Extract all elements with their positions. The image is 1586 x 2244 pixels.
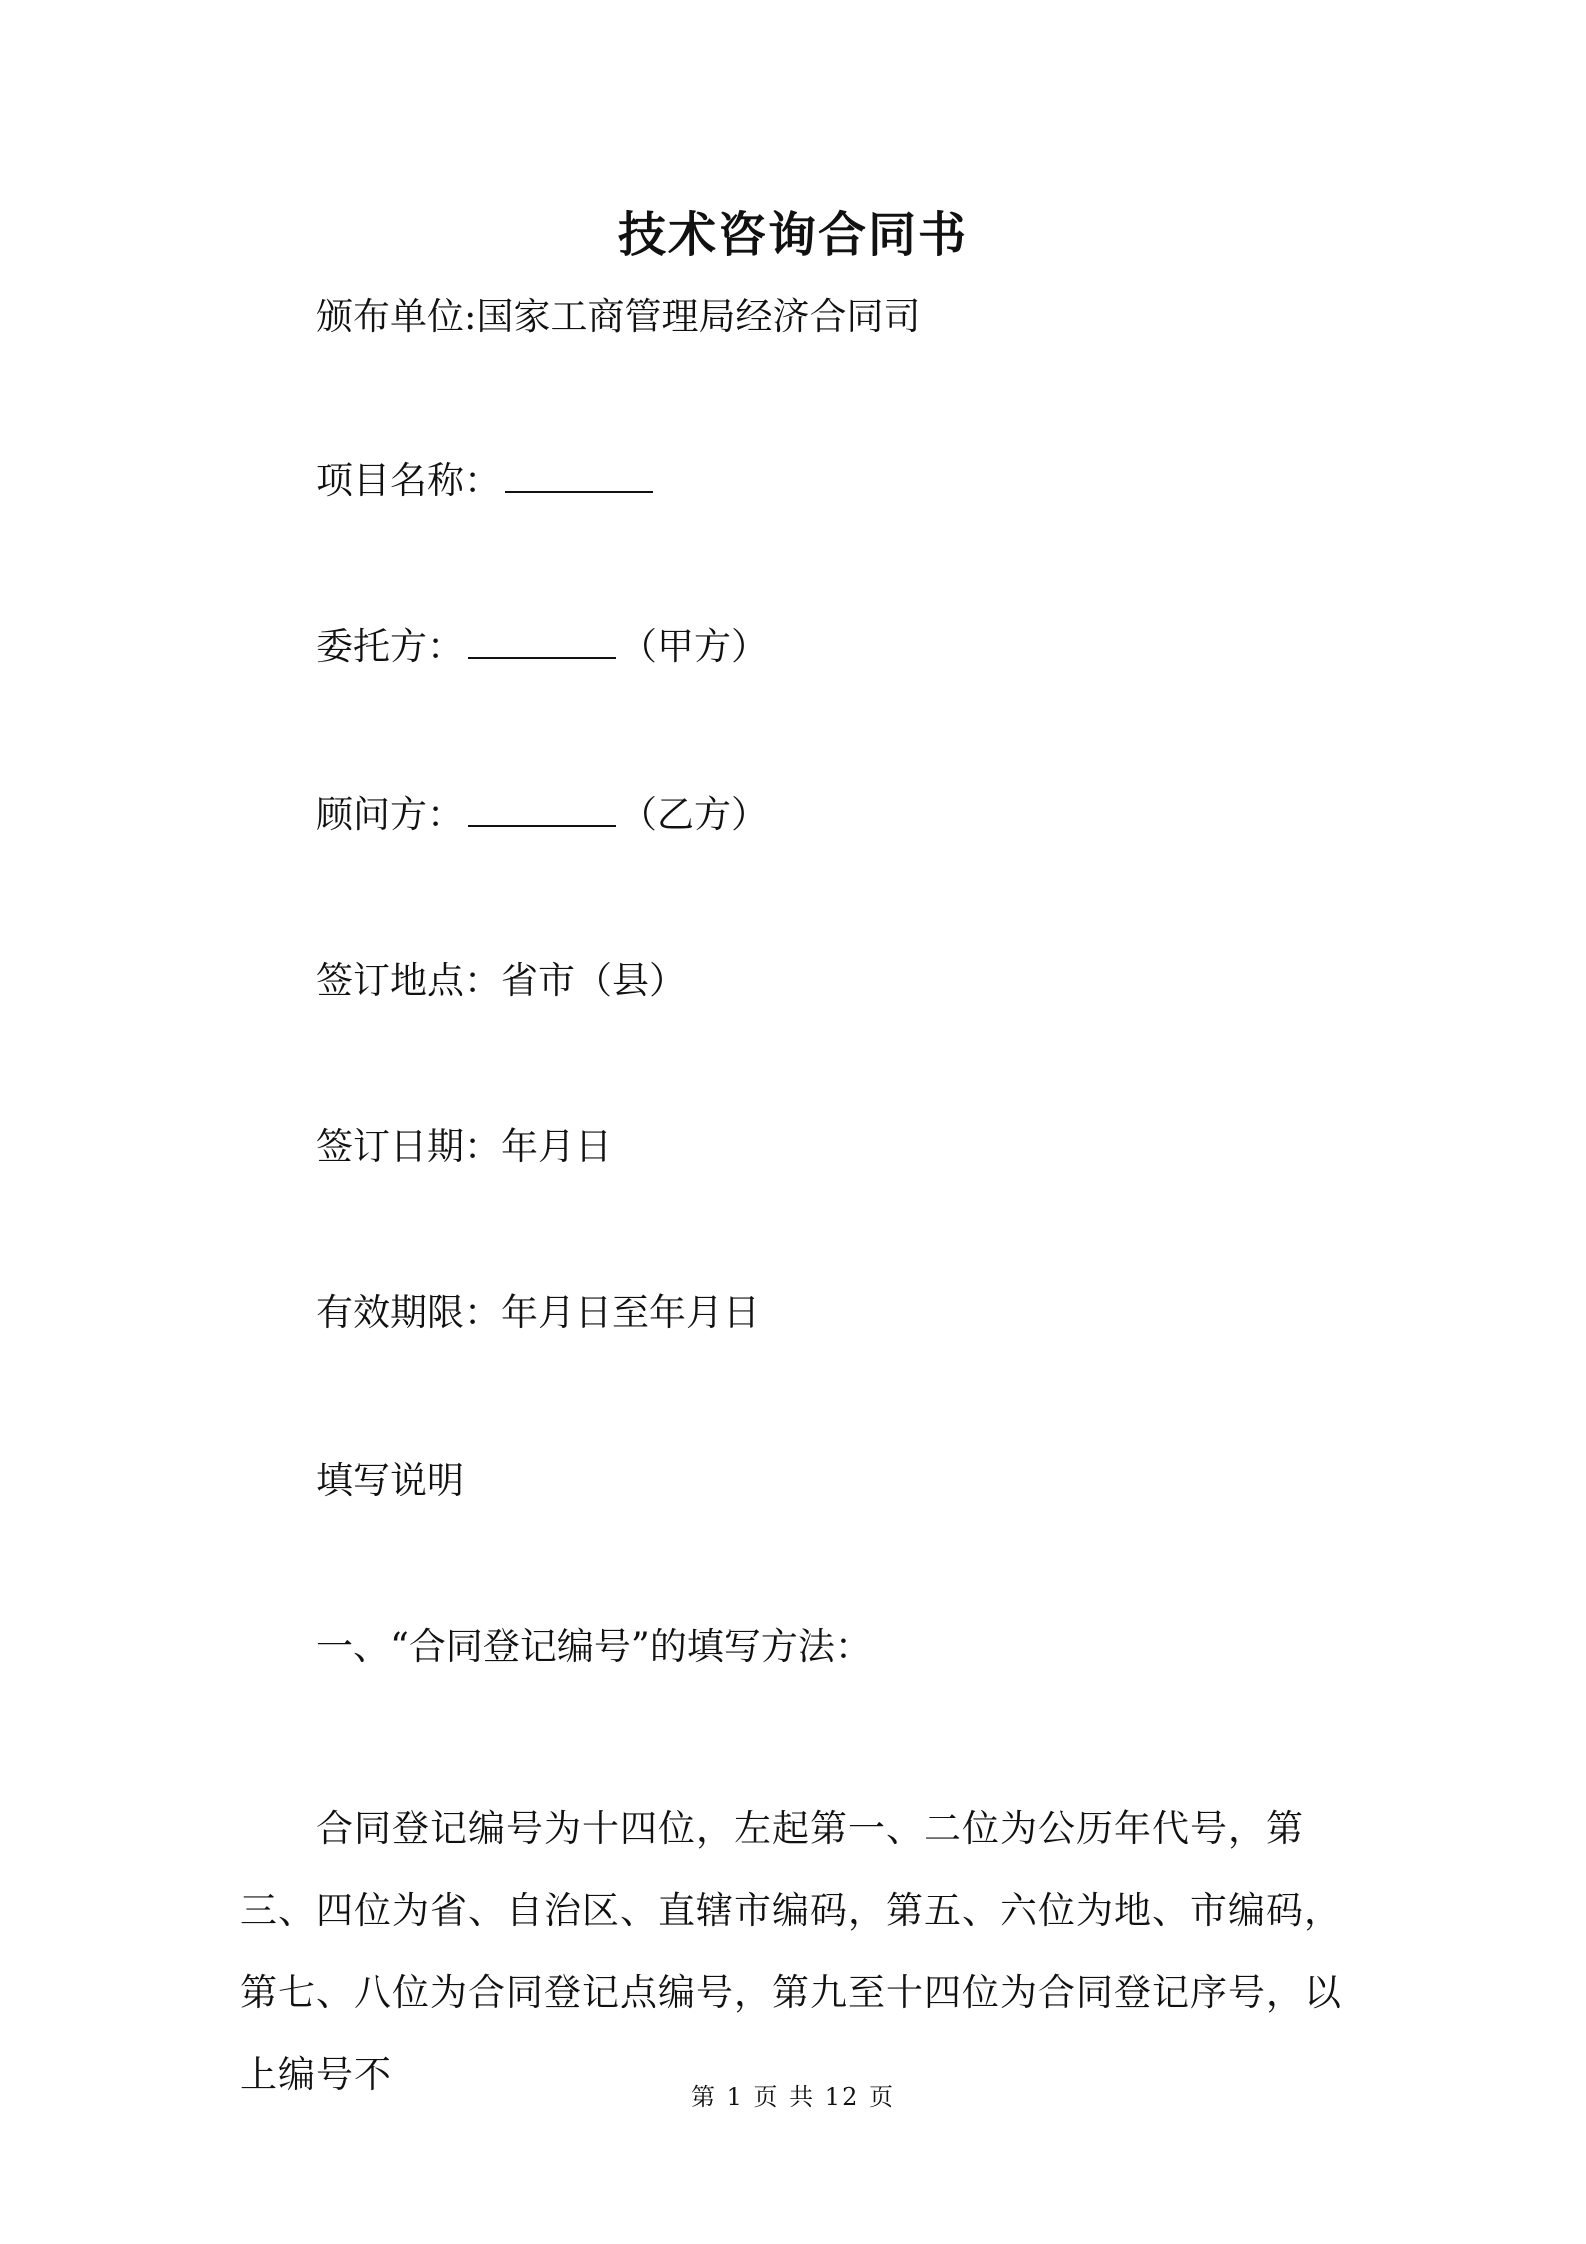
consultant-line [316,790,768,840]
document-title: 技术咨询合同书 [617,207,968,263]
client-blank [468,623,616,659]
sign-place-line: 签订地点：省市（县） [316,959,686,1002]
project-name-blank [505,457,653,493]
consultant-label: 顾问方： [316,793,464,836]
section-one-body: 合同登记编号为十四位，左起第一、二位为公历年代号，第三、四位为省、自治区、直辖市编码，第五、六位为地、市编码，第七、八位为合同登记点编号，第九至十四位为合同登记序号，以上编号不 [240,1807,1342,2096]
section-one-heading: 一、“合同登记编号”的填写方法： [316,1625,872,1668]
client-line [316,622,768,672]
page-indicator: 第 1 页 共 12 页 [691,2083,895,2111]
sign-date-line: 签订日期：年月日 [316,1125,612,1168]
consultant-blank [468,791,616,827]
client-label: 委托方： [316,625,464,668]
validity-line: 有效期限：年月日至年月日 [316,1291,760,1334]
project-name-line [316,456,657,506]
issuer-line: 颁布单位:国家工商管理局经济合同司 [316,295,921,338]
instructions-heading: 填写说明 [316,1459,464,1502]
client-suffix: （甲方） [620,625,768,668]
consultant-suffix: （乙方） [620,793,768,836]
project-name-label: 项目名称： [316,459,501,502]
